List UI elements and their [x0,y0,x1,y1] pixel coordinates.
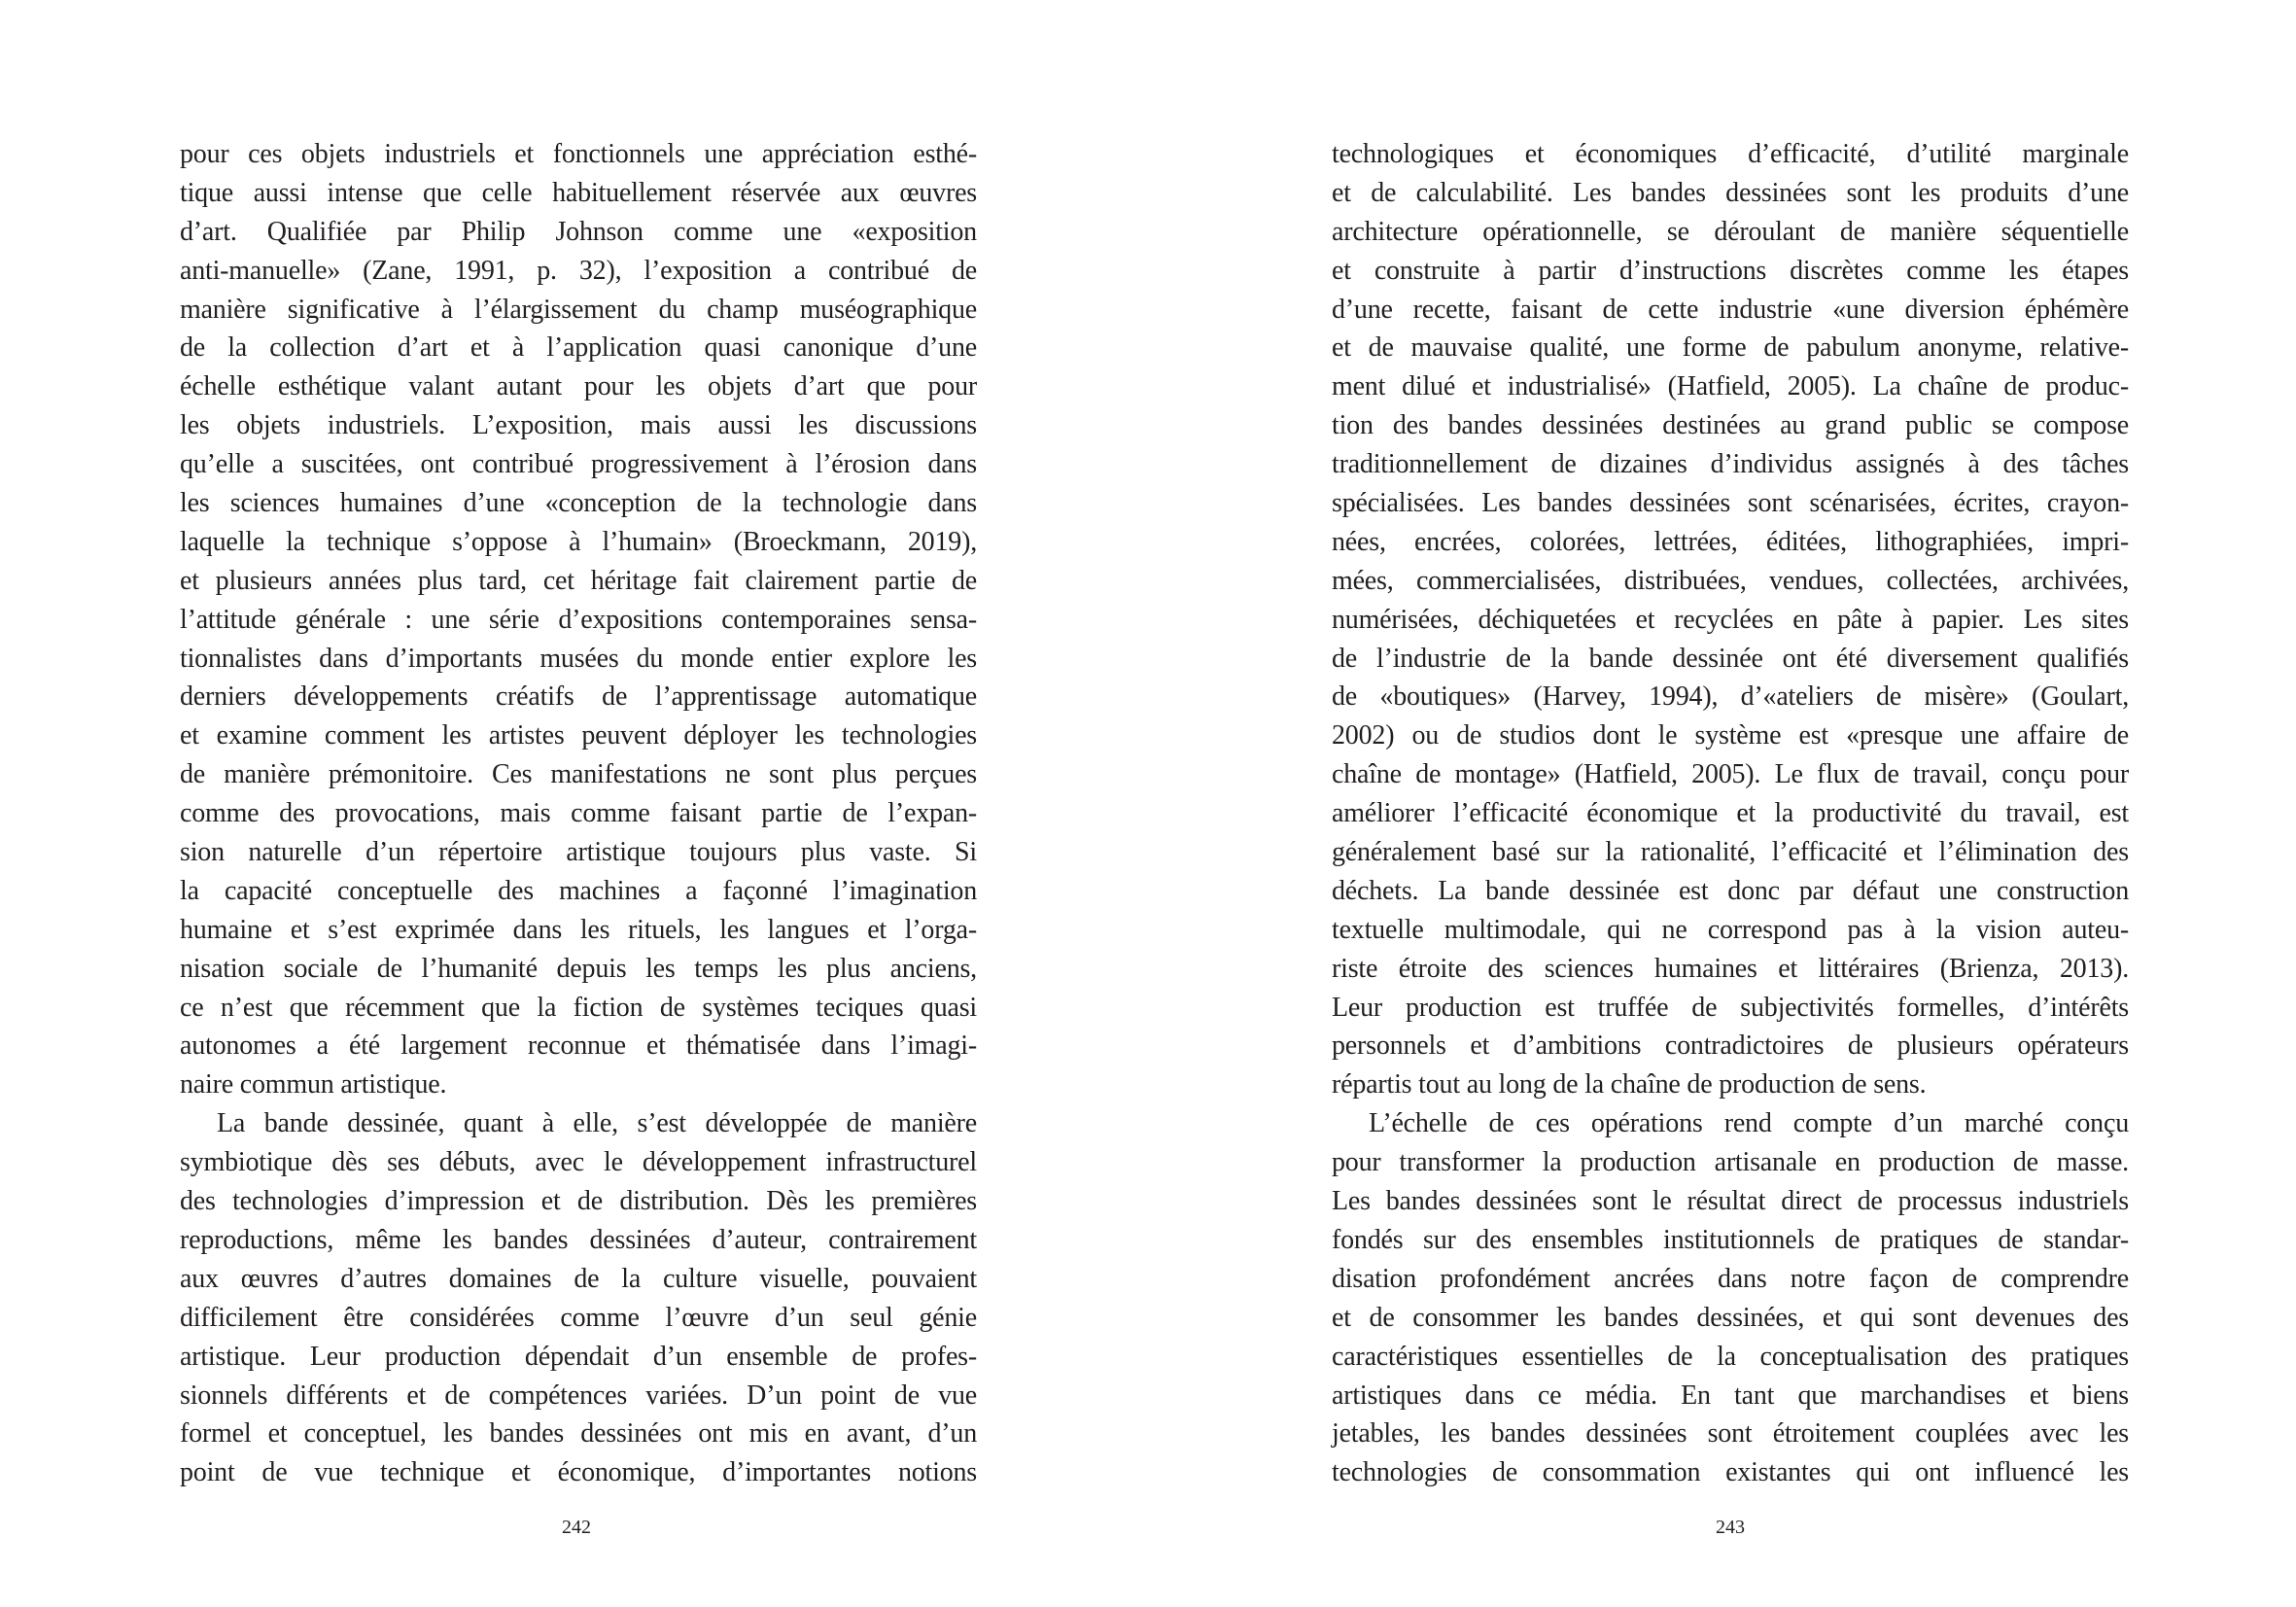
text-line: disation profondément ancrées dans notre façon de comprendre [1332,1263,2129,1294]
text-line: et construite à partir d’instructions discrètes comme les étapes [1332,255,2129,286]
text-line: nisation sociale de l’humanité depuis les temps les plus anciens, [180,953,977,984]
text-line: pour transformer la production artisanale en production de masse. [1332,1147,2129,1178]
text-line: chaîne de montage» (Hatfield, 2005). Le flux de travail, conçu pour [1332,759,2129,790]
text-line: d’une recette, faisant de cette industrie «une diversion éphémère [1332,294,2129,325]
text-line: reproductions, même les bandes dessinées d’auteur, contrairement [180,1224,977,1255]
text-line: d’art. Qualifiée par Philip Johnson comme une «exposition [180,216,977,247]
text-line: tique aussi intense que celle habituellement réservée aux œuvres [180,177,977,208]
page-number: 243 [1716,1517,1745,1538]
text-line: numérisées, déchiquetées et recyclées en pâte à papier. Les sites [1332,604,2129,635]
right-text-column [1332,135,2129,1492]
text-line: jetables, les bandes dessinées sont étroitement couplées avec les [1332,1418,2129,1450]
text-line: et examine comment les artistes peuvent déployer les technologies [180,720,977,751]
text-line: de la collection d’art et à l’application quasi canonique d’une [180,332,977,364]
text-line: textuelle multimodale, qui ne correspond pas à la vision auteu- [1332,914,2129,945]
text-line: mées, commercialisées, distribuées, vendues, collectées, archivées, [1332,565,2129,596]
text-line: artistique. Leur production dépendait d’un ensemble de profes- [180,1341,977,1372]
text-line: des technologies d’impression et de distribution. Dès les premières [180,1186,977,1217]
text-line: riste étroite des sciences humaines et littéraires (Brienza, 2013). [1332,953,2129,984]
text-line: autonomes a été largement reconnue et thématisée dans l’imagi- [180,1031,977,1062]
text-line: personnels et d’ambitions contradictoires de plusieurs opérateurs [1332,1031,2129,1062]
text-line: et plusieurs années plus tard, cet héritage fait clairement partie de [180,565,977,596]
text-line: spécialisées. Les bandes dessinées sont scénarisées, écrites, crayon- [1332,488,2129,519]
text-line: et de calculabilité. Les bandes dessinées sont les produits d’une [1332,177,2129,208]
text-line: généralement basé sur la rationalité, l’efficacité et l’élimination des [1332,837,2129,868]
text-line: manière significative à l’élargissement du champ muséographique [180,294,977,325]
text-line: nées, encrées, colorées, lettrées, éditées, lithographiées, impri- [1332,526,2129,557]
text-line: 2002) ou de studios dont le système est «presque une affaire de [1332,720,2129,751]
text-line: de l’industrie de la bande dessinée ont été diversement qualifiés [1332,643,2129,674]
text-line: naire commun artistique. [180,1069,447,1100]
text-line: artistiques dans ce média. En tant que marchandises et biens [1332,1380,2129,1411]
text-line: humaine et s’est exprimée dans les rituels, les langues et l’orga- [180,914,977,945]
text-line: les objets industriels. L’exposition, mais aussi les discussions [180,410,977,441]
text-line: déchets. La bande dessinée est donc par défaut une construction [1332,875,2129,906]
text-line: et de consommer les bandes dessinées, et qui sont devenues des [1332,1302,2129,1333]
text-line: la capacité conceptuelle des machines a façonné l’imagination [180,875,977,906]
text-line: caractéristiques essentielles de la conceptualisation des pratiques [1332,1341,2129,1372]
text-line: qu’elle a suscitées, ont contribué progressivement à l’érosion dans [180,449,977,480]
text-line: ment dilué et industrialisé» (Hatfield, 2005). La chaîne de produc- [1332,371,2129,402]
text-line: tionnalistes dans d’importants musées du monde entier explore les [180,643,977,674]
text-line: de «boutiques» (Harvey, 1994), d’«ateliers de misère» (Goulart, [1332,681,2129,713]
text-line: architecture opérationnelle, se déroulant de manière séquentielle [1332,216,2129,247]
right-page [1148,0,2296,1607]
paragraph-start-line: L’échelle de ces opérations rend compte d’un marché conçu [1369,1108,2129,1139]
text-line: sionnels différents et de compétences variées. D’un point de vue [180,1380,977,1411]
text-line: symbiotique dès ses débuts, avec le développement infrastructurel [180,1147,977,1178]
text-line: ce n’est que récemment que la fiction de systèmes teciques quasi [180,992,977,1023]
text-line: derniers développements créatifs de l’apprentissage automatique [180,681,977,713]
text-line: les sciences humaines d’une «conception de la technologie dans [180,488,977,519]
text-line: technologiques et économiques d’efficacité, d’utilité marginale [1332,139,2129,169]
text-line: laquelle la technique s’oppose à l’humain» (Broeckmann, 2019), [180,526,977,557]
text-line: anti-manuelle» (Zane, 1991, p. 32), l’exposition a contribué de [180,255,977,286]
text-line: pour ces objets industriels et fonctionnels une appréciation esthé- [180,139,977,169]
text-line: formel et conceptuel, les bandes dessinées ont mis en avant, d’un [180,1418,977,1450]
text-line: traditionnellement de dizaines d’individus assignés à des tâches [1332,449,2129,480]
text-line: et de mauvaise qualité, une forme de pabulum anonyme, relative- [1332,332,2129,364]
left-text-column [180,135,977,1492]
text-line: aux œuvres d’autres domaines de la culture visuelle, pouvaient [180,1263,977,1294]
text-line: tion des bandes dessinées destinées au grand public se compose [1332,410,2129,441]
text-line: de manière prémonitoire. Ces manifestations ne sont plus perçues [180,759,977,790]
text-line: répartis tout au long de la chaîne de production de sens. [1332,1069,1927,1100]
text-line: sion naturelle d’un répertoire artistique toujours plus vaste. Si [180,837,977,868]
text-line: l’attitude générale : une série d’expositions contemporaines sensa- [180,604,977,635]
text-line: difficilement être considérées comme l’œuvre d’un seul génie [180,1302,977,1333]
paragraph-start-line: La bande dessinée, quant à elle, s’est développée de manière [217,1108,977,1139]
page-number: 242 [562,1517,591,1538]
text-line: fondés sur des ensembles institutionnels de pratiques de standar- [1332,1224,2129,1255]
text-line: technologies de consommation existantes qui ont influencé les [1332,1457,2129,1488]
text-line: point de vue technique et économique, d’importantes notions [180,1457,977,1488]
text-line: comme des provocations, mais comme faisant partie de l’expan- [180,798,977,829]
text-line: échelle esthétique valant autant pour les objets d’art que pour [180,371,977,402]
text-line: Leur production est truffée de subjectivités formelles, d’intérêts [1332,992,2129,1023]
text-line: Les bandes dessinées sont le résultat direct de processus industriels [1332,1186,2129,1217]
text-line: améliorer l’efficacité économique et la productivité du travail, est [1332,798,2129,829]
